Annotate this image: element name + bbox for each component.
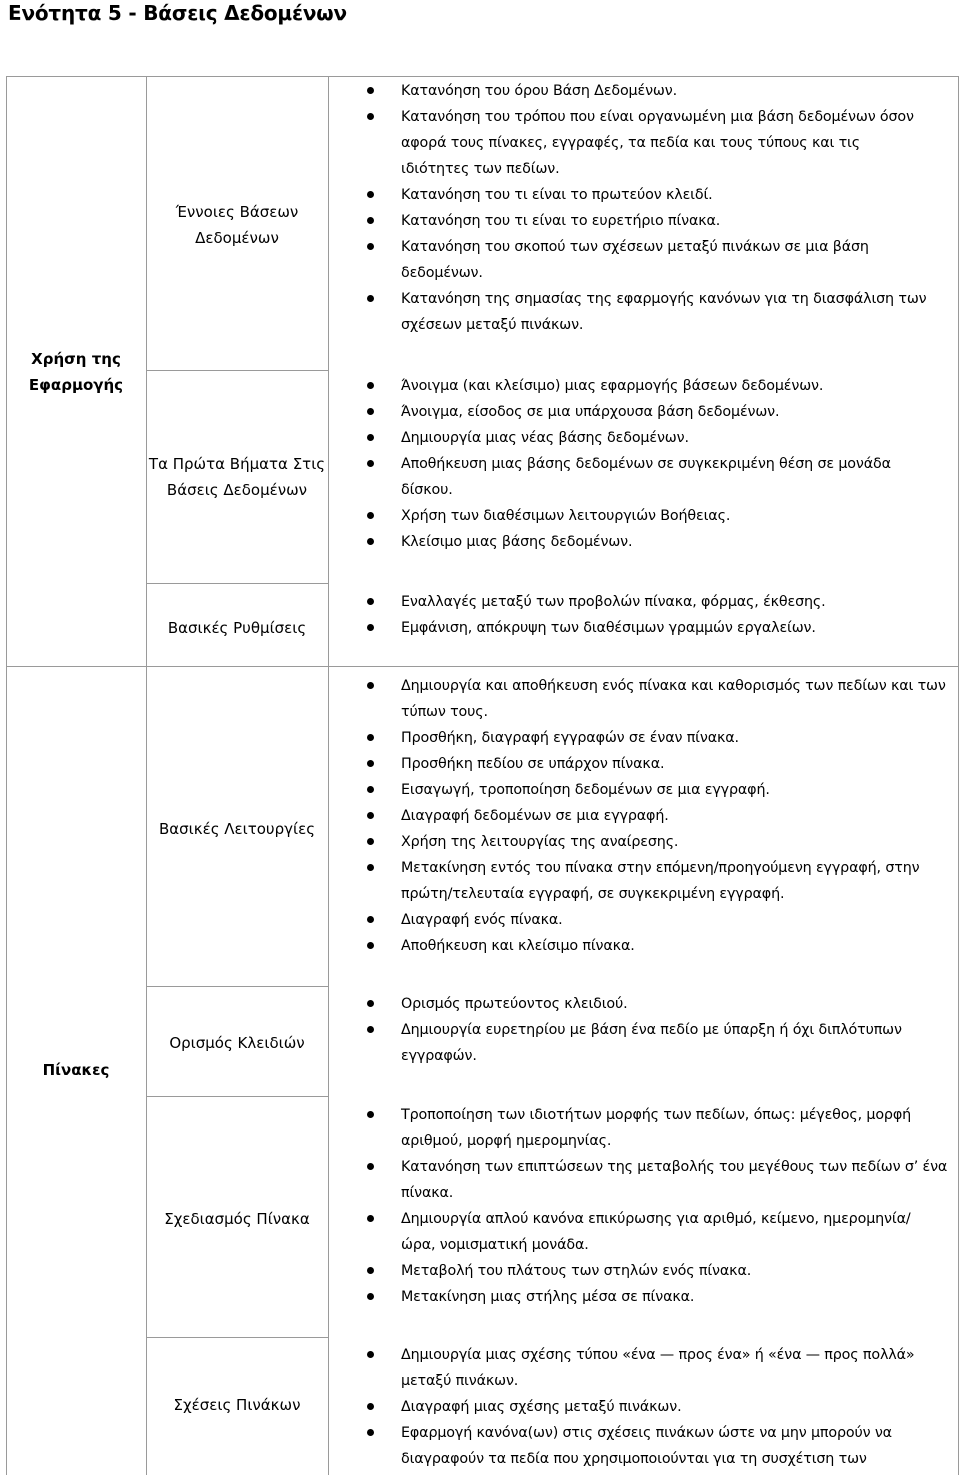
- outcome-item: Δημιουργία ευρετηρίου με βάση ένα πεδίο με ύπαρξη ή όχι διπλότυπων εγγραφών.: [352, 1017, 957, 1069]
- page-title: Ενότητα 5 - Βάσεις Δεδομένων: [8, 1, 347, 25]
- outcome-item: Εισαγωγή, τροποποίηση δεδομένων σε μια εγγραφή.: [352, 777, 957, 803]
- outcome-item: Κατανόηση του τι είναι το ευρετήριο πίνακα.: [352, 208, 957, 234]
- table-right-border: [958, 76, 959, 1475]
- outcome-item: Κατανόηση του τι είναι το πρωτεύον κλειδί.: [352, 182, 957, 208]
- table-top-border: [6, 76, 959, 77]
- outcome-list: [352, 991, 957, 1069]
- outcome-list: [352, 373, 957, 555]
- topic-label: Σχεδιασμός Πίνακα: [164, 1210, 310, 1228]
- category-label: Χρήση της Εφαρμογής: [28, 350, 124, 394]
- category-label: Πίνακες: [42, 1061, 110, 1079]
- topic-label: Έννοιες Βάσεων Δεδομένων: [175, 203, 299, 247]
- outcome-item: Κατανόηση των επιπτώσεων της μεταβολής του μεγέθους των πεδίων σ’ ένα πίνακα.: [352, 1154, 957, 1206]
- outcome-item: Τροποποίηση των ιδιοτήτων μορφής των πεδίων, όπως: μέγεθος, μορφή αριθμού, μορφή ημερομηνίας.: [352, 1102, 957, 1154]
- outcome-item: Εμφάνιση, απόκρυψη των διαθέσιμων γραμμών εργαλείων.: [352, 615, 957, 641]
- outcome-list: [352, 673, 957, 959]
- topic-label: Τα Πρώτα Βήματα Στις Βάσεις Δεδομένων: [148, 455, 326, 499]
- row-divider: [146, 370, 328, 371]
- outcome-list: [352, 78, 957, 338]
- outcome-item: Προσθήκη, διαγραφή εγγραφών σε έναν πίνακα.: [352, 725, 957, 751]
- row-divider: [146, 1096, 328, 1097]
- outcome-item: Δημιουργία μιας σχέσης τύπου «ένα — προς ένα» ή «ένα — προς πολλά» μεταξύ πινάκων.: [352, 1342, 957, 1394]
- outcome-item: Χρήση της λειτουργίας της αναίρεσης.: [352, 829, 957, 855]
- outcome-item: Ορισμός πρωτεύοντος κλειδιού.: [352, 991, 957, 1017]
- outcome-item: Εναλλαγές μεταξύ των προβολών πίνακα, φόρμας, έκθεσης.: [352, 589, 957, 615]
- row-divider: [146, 583, 328, 584]
- outcome-item: Άνοιγμα (και κλείσιμο) μιας εφαρμογής βάσεων δεδομένων.: [352, 373, 957, 399]
- outcome-item: Αποθήκευση μιας βάσης δεδομένων σε συγκεκριμένη θέση σε μονάδα δίσκου.: [352, 451, 957, 503]
- outcome-item: Μετακίνηση εντός του πίνακα στην επόμενη/προηγούμενη εγγραφή, στην πρώτη/τελευταία εγγραφή, σε συγκεκριμένη εγγραφή.: [352, 855, 957, 907]
- outcome-item: Κατανόηση του όρου Βάση Δεδομένων.: [352, 78, 957, 104]
- outcome-item: Διαγραφή μιας σχέσης μεταξύ πινάκων.: [352, 1394, 957, 1420]
- outcome-list: [352, 1342, 957, 1472]
- topic-label: Βασικές Λειτουργίες: [159, 820, 315, 838]
- outcome-item: Αποθήκευση και κλείσιμο πίνακα.: [352, 933, 957, 959]
- topic-label: Σχέσεις Πινάκων: [173, 1396, 301, 1414]
- outcome-item: Χρήση των διαθέσιμων λειτουργιών Βοήθειας.: [352, 503, 957, 529]
- table-col-divider-2: [328, 76, 329, 1475]
- outcome-item: Δημιουργία απλού κανόνα επικύρωσης για αριθμό, κείμενο, ημερομηνία/ώρα, νομισματική μονάδα.: [352, 1206, 957, 1258]
- outcome-list: [352, 1102, 957, 1310]
- outcome-item: Προσθήκη πεδίου σε υπάρχον πίνακα.: [352, 751, 957, 777]
- outcome-item: Εφαρμογή κανόνα(ων) στις σχέσεις πινάκων ώστε να μην μπορούν να διαγραφούν τα πεδία που χρησιμοποιούνται για τη συσχέτιση των: [352, 1420, 957, 1472]
- row-divider: [146, 986, 328, 987]
- outcome-item: Κατανόηση της σημασίας της εφαρμογής κανόνων για τη διασφάλιση των σχέσεων μεταξύ πινάκων.: [352, 286, 957, 338]
- outcome-item: Κατανόηση του σκοπού των σχέσεων μεταξύ πινάκων σε μια βάση δεδομένων.: [352, 234, 957, 286]
- category-divider: [6, 666, 959, 667]
- outcome-list: [352, 589, 957, 641]
- topic-label: Ορισμός Κλειδιών: [169, 1034, 305, 1052]
- outcome-item: Διαγραφή ενός πίνακα.: [352, 907, 957, 933]
- table-left-border: [6, 76, 7, 1475]
- outcome-item: Διαγραφή δεδομένων σε μια εγγραφή.: [352, 803, 957, 829]
- outcome-item: Μεταβολή του πλάτους των στηλών ενός πίνακα.: [352, 1258, 957, 1284]
- table-col-divider-1: [146, 76, 147, 1475]
- outcome-item: Κατανόηση του τρόπου που είναι οργανωμένη μια βάση δεδομένων όσον αφορά τους πίνακες, εγγραφές, τα πεδία και τους τύπους και τις ιδιότητες των πεδίων.: [352, 104, 957, 182]
- outcome-item: Άνοιγμα, είσοδος σε μια υπάρχουσα βάση δεδομένων.: [352, 399, 957, 425]
- outcome-item: Δημιουργία και αποθήκευση ενός πίνακα και καθορισμός των πεδίων και των τύπων τους.: [352, 673, 957, 725]
- outcome-item: Δημιουργία μιας νέας βάσης δεδομένων.: [352, 425, 957, 451]
- topic-label: Βασικές Ρυθμίσεις: [167, 619, 307, 637]
- outcome-item: Μετακίνηση μιας στήλης μέσα σε πίνακα.: [352, 1284, 957, 1310]
- row-divider: [146, 1337, 328, 1338]
- outcome-item: Κλείσιμο μιας βάσης δεδομένων.: [352, 529, 957, 555]
